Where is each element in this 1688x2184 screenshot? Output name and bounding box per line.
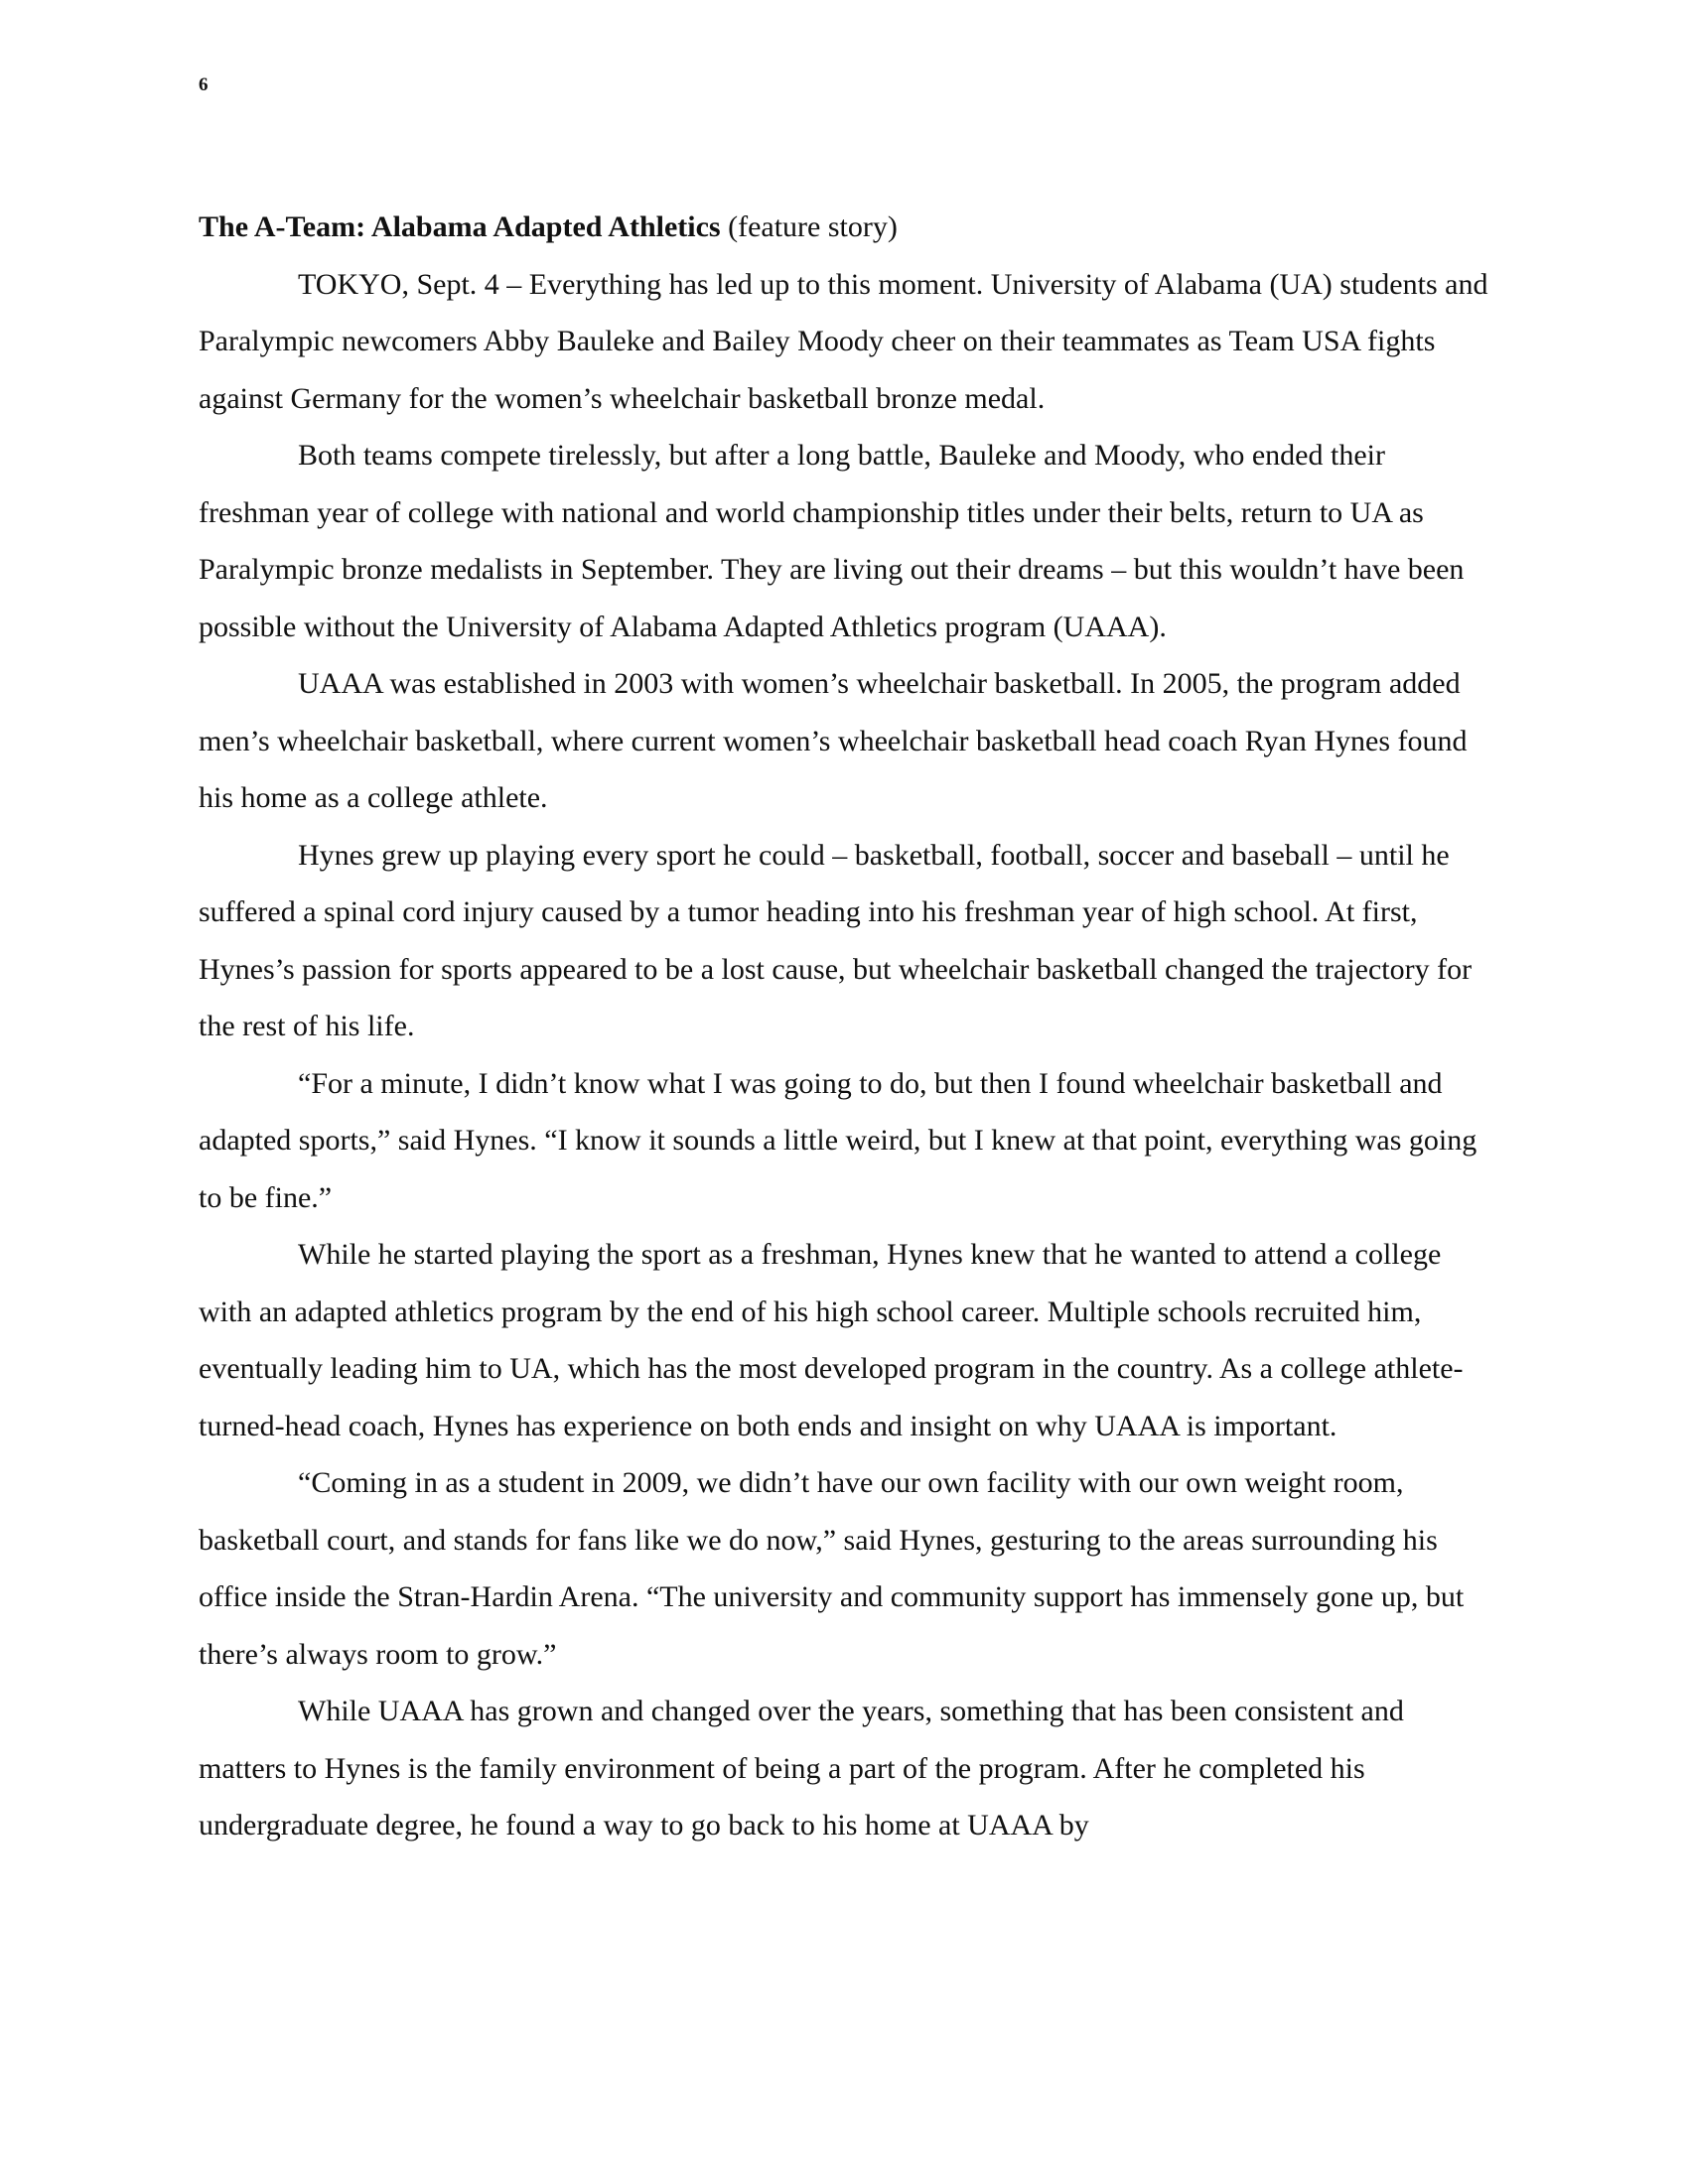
paragraph: TOKYO, Sept. 4 – Everything has led up to this moment. University of Alabama (UA) students and Paralympic newcomers Abby Bauleke and Bailey Moody cheer on their teammates as Team USA fights against Germany for the women’s wheelchair basketball bronze medal. bbox=[199, 267, 1488, 415]
paragraph: While he started playing the sport as a freshman, Hynes knew that he wanted to attend a college with an adapted athletics program by the end of his high school career. Multiple schools recruited him, eventually leading him to UA, which has the most developed program in the country. As a college athlete-turned-head coach, Hynes has experience on both ends and insight on why UAAA is important. bbox=[199, 1238, 1464, 1442]
article-headline bbox=[199, 199, 1489, 256]
paragraph: “For a minute, I didn’t know what I was going to do, but then I found wheelchair basketball and adapted sports,” said Hynes. “I know it sounds a little weird, but I knew at that point, everything was going to be fine.” bbox=[199, 1066, 1477, 1214]
page-number: 6 bbox=[199, 74, 209, 95]
article-type-label: (feature story) bbox=[728, 210, 898, 243]
paragraph: Both teams compete tirelessly, but after a long battle, Bauleke and Moody, who ended their freshman year of college with national and world championship titles under their belts, return to UA as Paralympic bronze medalists in September. They are living out their dreams – but this wouldn’t have been possible without the University of Alabama Adapted Athletics program (UAAA). bbox=[199, 439, 1465, 643]
paragraph: “Coming in as a student in 2009, we didn’t have our own facility with our own weight room, basketball court, and stands for fans like we do now,” said Hynes, gesturing to the areas surrounding his office inside the Stran-Hardin Arena. “The university and community support has immensely gone up, but there’s always room to grow.” bbox=[199, 1466, 1465, 1671]
paragraph: While UAAA has grown and changed over the years, something that has been consistent and matters to Hynes is the family environment of being a part of the program. After he completed his undergraduate degree, he found a way to go back to his home at UAAA by bbox=[199, 1695, 1404, 1842]
paragraph: Hynes grew up playing every sport he could – basketball, football, soccer and baseball – until he suffered a spinal cord injury caused by a tumor heading into his freshman year of high school. At first, Hynes’s passion for sports appeared to be a lost cause, but wheelchair basketball changed the trajectory for the rest of his life. bbox=[199, 838, 1473, 1042]
article-title: The A-Team: Alabama Adapted Athletics bbox=[199, 210, 721, 243]
paragraph: UAAA was established in 2003 with women’s wheelchair basketball. In 2005, the program added men’s wheelchair basketball, where current women’s wheelchair basketball head coach Ryan Hynes found his home as a college athlete. bbox=[199, 667, 1468, 814]
article-body bbox=[199, 199, 1489, 1854]
